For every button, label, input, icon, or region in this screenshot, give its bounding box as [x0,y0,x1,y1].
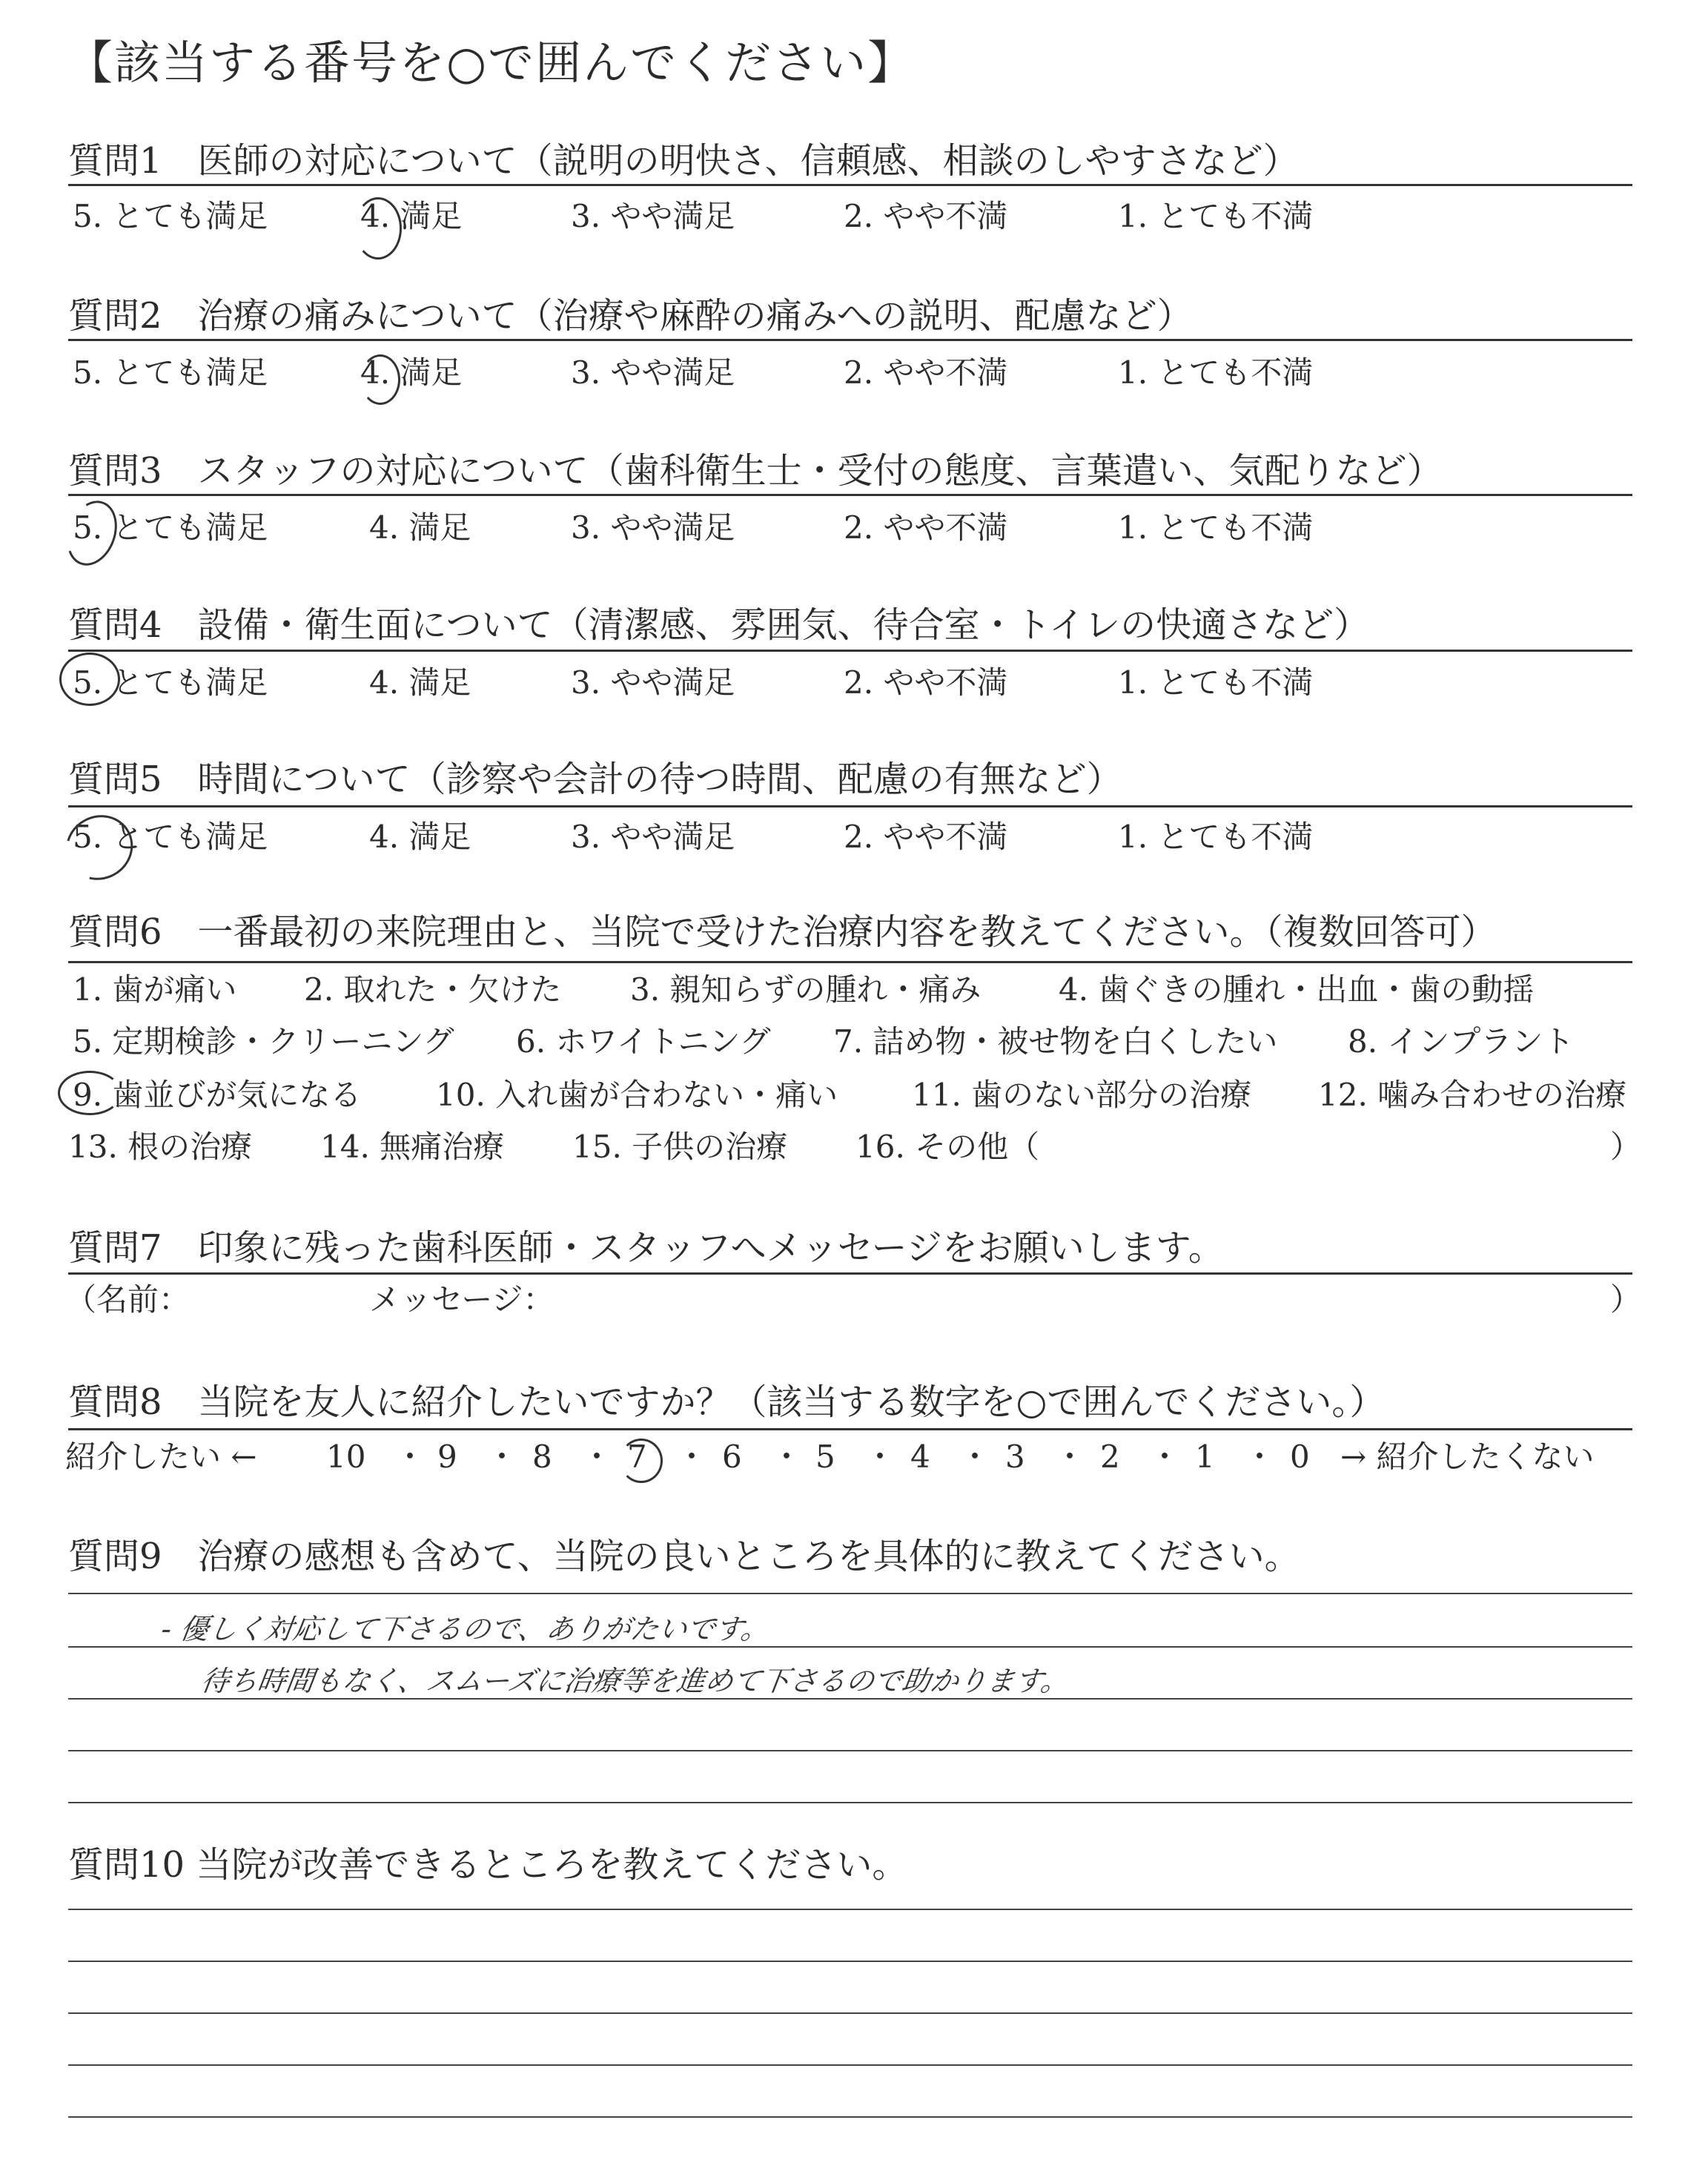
q4-option-4[interactable]: 4. 満足 [369,664,471,701]
q2-selected-circle [360,354,400,405]
q8-scale-dot: ・ [864,1439,896,1475]
q1-option-4[interactable]: 4. 満足 [360,198,463,234]
q10-answer-line [68,2064,1632,2066]
question-2-title: 質問2 治療の痛みについて（治療や麻酔の痛みへの説明、配慮など） [68,295,1193,337]
q6-option-12[interactable]: 12. 噛み合わせの治療 [1318,1077,1627,1113]
q4-option-5[interactable]: 5. とても満足 [73,664,268,701]
question-7 [68,1226,1632,1269]
question-2 [68,294,1632,337]
q5-selected-circle [54,803,145,892]
question-1 [68,139,1632,182]
q5-option-2[interactable]: 2. やや不満 [844,819,1008,855]
q6-option-15[interactable]: 15. 子供の治療 [572,1129,788,1165]
q10-answer-line [68,2012,1632,2014]
question-5 [68,758,1632,801]
question-8-rule [68,1428,1632,1430]
q1-option-1[interactable]: 1. とても不満 [1118,198,1314,234]
q1-option-2[interactable]: 2. やや不満 [844,198,1008,234]
q2-option-5[interactable]: 5. とても満足 [73,354,268,391]
q7-name-label: （名前： [65,1281,191,1318]
q4-option-3[interactable]: 3. やや満足 [571,664,735,701]
q8-scale-dot: ・ [1054,1439,1086,1475]
q8-scale-dot: ・ [486,1439,518,1475]
question-2-rule [68,339,1632,341]
q10-answer-line [68,1961,1632,1962]
q6-option-9[interactable]: 9. 歯並びが気になる [73,1077,362,1113]
question-6-title: 質問6 一番最初の来院理由と、当院で受けた治療内容を教えてください。（複数回答可） [68,911,1497,953]
q6-option-11[interactable]: 11. 歯のない部分の治療 [912,1077,1252,1113]
q8-scale-dot: ・ [1244,1439,1276,1475]
question-8-title: 質問8 当院を友人に紹介したいですか？（該当する数字を○で囲んでください。） [68,1381,1386,1423]
q3-option-2[interactable]: 2. やや不満 [844,509,1008,546]
question-3-rule [68,494,1632,496]
q1-selected-circle [354,197,402,260]
question-5-title: 質問5 時間について（診察や会計の待つ時間、配慮の有無など） [68,759,1122,800]
q6-option-5[interactable]: 5. 定期検診・クリーニング [73,1023,454,1060]
q8-scale-dot: ・ [771,1439,803,1475]
q8-scale-10[interactable]: 10 [326,1439,366,1475]
q5-option-3[interactable]: 3. やや満足 [571,819,735,855]
q8-scale-dot: ・ [1149,1439,1181,1475]
q6-option-13[interactable]: 13. 根の治療 [68,1129,253,1165]
q8-scale-1[interactable]: 1 [1195,1439,1215,1475]
q8-scale-row [65,1439,1637,1480]
q8-scale-4[interactable]: 4 [910,1439,930,1475]
q6-option-8[interactable]: 8. インプラント [1348,1023,1575,1060]
q6-option-16[interactable]: 16. その他（ [855,1129,1040,1165]
q5-option-4[interactable]: 4. 満足 [369,819,471,855]
question-1-title: 質問1 医師の対応について（説明の明快さ、信頼感、相談のしやすさなど） [68,140,1299,182]
question-3-title: 質問3 スタッフの対応について（歯科衛生士・受付の態度、言葉遣い、気配りなど） [68,450,1443,492]
q3-option-4[interactable]: 4. 満足 [369,509,471,546]
q8-scale-dot: ・ [581,1439,613,1475]
q8-scale-0[interactable]: 0 [1290,1439,1310,1475]
q4-selected-circle [59,653,120,706]
q6-option-4[interactable]: 4. 歯ぐきの腫れ・出血・歯の動揺 [1059,971,1535,1008]
question-4 [68,604,1632,647]
q1-option-3[interactable]: 3. やや満足 [571,198,735,234]
question-4-rule [68,650,1632,652]
q8-scale-7[interactable]: 7 [627,1439,647,1475]
q6-option-3[interactable]: 3. 親知らずの腫れ・痛み [630,971,982,1008]
q9-answer-line [68,1750,1632,1751]
q6-option-2[interactable]: 2. 取れた・欠けた [304,971,562,1008]
q10-answer-line [68,2116,1632,2118]
q8-scale-9[interactable]: 9 [437,1439,457,1475]
question-8 [68,1381,1632,1424]
question-1-rule [68,184,1632,186]
q6-selected-circle [58,1071,122,1115]
question-9-title: 質問9 治療の感想も含めて、当院の良いところを具体的に教えてください。 [68,1536,1300,1577]
q7-message-label: メッセージ： [369,1281,555,1318]
q2-option-4[interactable]: 4. 満足 [360,354,463,391]
q6-option-1[interactable]: 1. 歯が痛い [73,971,237,1008]
q3-selected-circle [59,494,126,572]
q3-option-1[interactable]: 1. とても不満 [1118,509,1314,546]
q8-scale-5[interactable]: 5 [815,1439,835,1475]
q6-option-7[interactable]: 7. 詰め物・被せ物を白くしたい [833,1023,1278,1060]
q8-scale-3[interactable]: 3 [1005,1439,1025,1475]
q7-close: ） [1610,1281,1642,1318]
q3-option-5[interactable]: 5. とても満足 [73,509,268,546]
question-7-title: 質問7 印象に残った歯科医師・スタッフへメッセージをお願いします。 [68,1227,1224,1269]
question-5-rule [68,805,1632,807]
q9-answer-line [68,1802,1632,1803]
q5-option-5[interactable]: 5. とても満足 [73,819,268,855]
q8-selected-circle [620,1439,663,1483]
q8-scale-dot: ・ [676,1439,708,1475]
q8-left-label: 紹介したい ← [65,1439,257,1475]
question-10 [68,1843,1632,1886]
q8-right-label: → 紹介したくない [1340,1439,1595,1475]
q8-scale-6[interactable]: 6 [722,1439,742,1475]
q5-option-1[interactable]: 1. とても不満 [1118,819,1314,855]
q8-scale-8[interactable]: 8 [532,1439,552,1475]
q6-option-6[interactable]: 6. ホワイトニング [516,1023,771,1060]
question-3 [68,449,1632,492]
q2-option-2[interactable]: 2. やや不満 [844,354,1008,391]
question-10-title: 質問10 当院が改善できるところを教えてください。 [68,1844,908,1886]
q8-scale-2[interactable]: 2 [1100,1439,1120,1475]
q1-option-5[interactable]: 5. とても満足 [73,198,268,234]
q2-option-3[interactable]: 3. やや満足 [571,354,735,391]
q9-answer-line [68,1593,1632,1594]
q4-option-1[interactable]: 1. とても不満 [1118,664,1314,701]
question-7-rule [68,1272,1632,1275]
q6-other-close: ） [1610,1129,1642,1165]
question-4-title: 質問4 設備・衛生面について（清潔感、雰囲気、待合室・トイレの快適さなど） [68,604,1370,646]
q6-option-14[interactable]: 14. 無痛治療 [320,1129,505,1165]
q8-scale-dot: ・ [959,1439,991,1475]
form-header: 【該当する番号を○で囲んでください】 [67,36,916,90]
q9-handwritten-line-2: 待ち時間もなく、スムーズに治療等を進めて下さるので助かります。 [199,1665,1072,1697]
q8-scale-dot: ・ [394,1439,426,1475]
q4-option-2[interactable]: 2. やや不満 [844,664,1008,701]
question-6 [68,911,1632,954]
question-9 [68,1535,1632,1578]
q6-option-10[interactable]: 10. 入れ歯が合わない・痛い [436,1077,838,1113]
q3-option-3[interactable]: 3. やや満足 [571,509,735,546]
q9-handwritten-line-1: - 優しく対応して下さるので、ありがたいです。 [159,1613,772,1645]
q10-answer-line [68,1909,1632,1910]
question-6-rule [68,961,1632,963]
q2-option-1[interactable]: 1. とても不満 [1118,354,1314,391]
